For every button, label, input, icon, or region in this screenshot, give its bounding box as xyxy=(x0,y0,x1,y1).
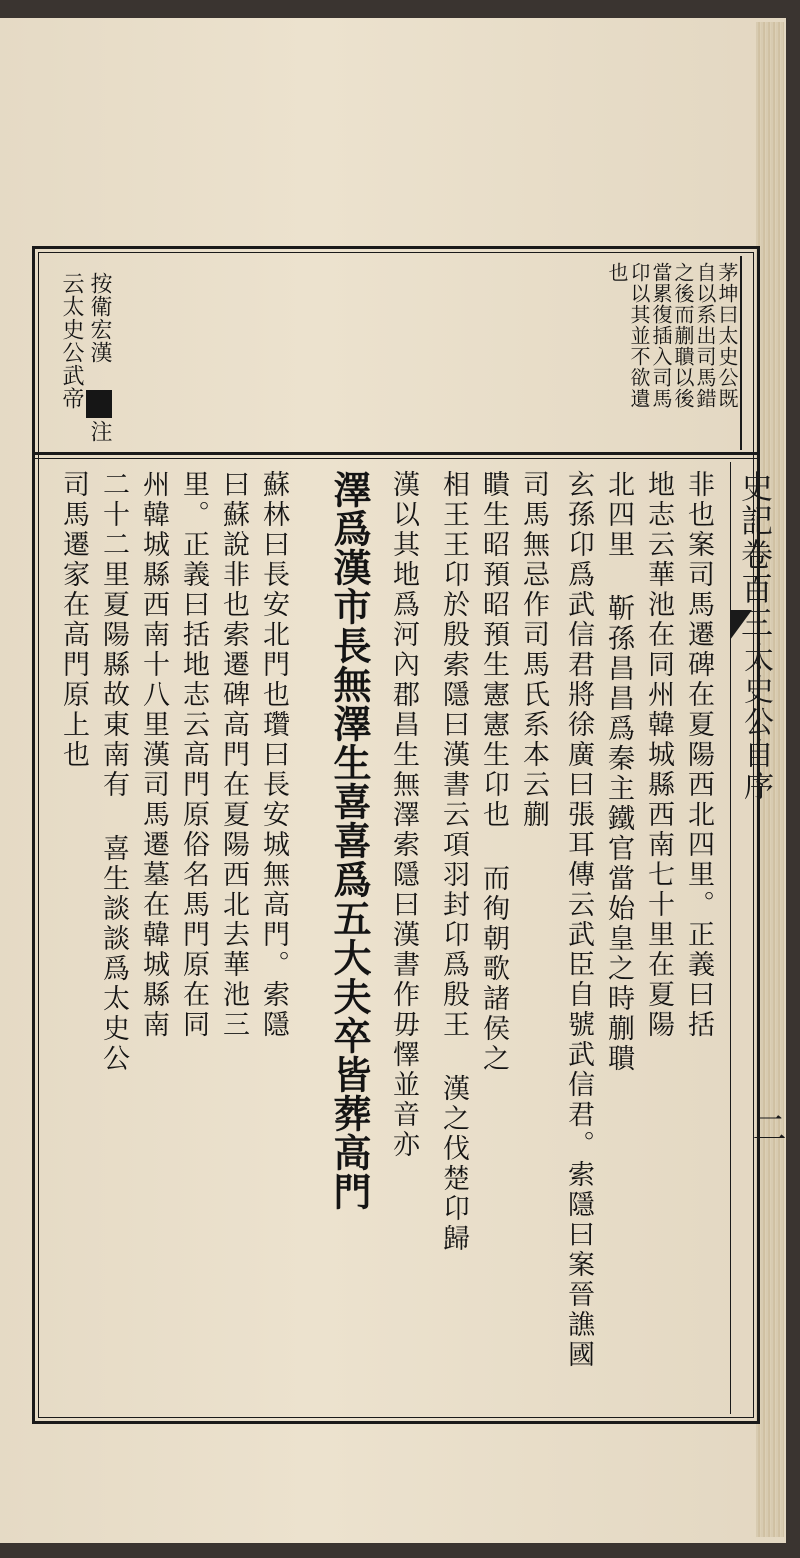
column-rule xyxy=(730,462,731,1414)
header-note-line: 也 xyxy=(605,262,629,283)
fold-section: 太史公自序 xyxy=(738,642,773,802)
text-column: 北四里 靳孫昌昌爲秦主鐵官當始皇之時蒯聵 xyxy=(603,470,634,1074)
fish-tail-mark xyxy=(730,610,752,640)
header-right-rule xyxy=(740,256,742,450)
text-column: 曰蘇說非也索遷碑高門在夏陽西北去華池三 xyxy=(218,470,249,1040)
text-column: 澤爲漢市長無澤生喜喜爲五大夫卒皆葬高門 xyxy=(327,470,372,1211)
header-note-left-tail: 注 xyxy=(87,420,112,443)
header-note-line: 之後而蒯聵以後 xyxy=(671,262,695,409)
text-column: 瞶生昭預昭預生憲憲生卬也 而徇朝歌諸侯之 xyxy=(478,470,509,1074)
header-note-line: 卬以其並不欲遺 xyxy=(627,262,651,409)
text-column: 司馬無忌作司馬氏系本云蒯 xyxy=(518,470,549,830)
text-column: 非也案司馬遷碑在夏陽西北四里。正義曰括 xyxy=(683,470,714,1040)
text-column: 玄孫卬爲武信君將徐廣曰張耳傳云武臣自號武信君。索隱曰案晉譙國 xyxy=(563,470,594,1370)
header-note-line: 自以系出司馬錯 xyxy=(693,262,717,409)
black-marker xyxy=(86,390,112,418)
header-note-left-line: 按衛宏漢 xyxy=(87,272,112,364)
text-column: 司馬遷家在高門原上也 xyxy=(58,470,89,770)
header-panel-rule-thin xyxy=(32,458,760,459)
fold-title: 史記卷百三 xyxy=(736,470,774,640)
text-column: 里。正義曰括地志云高門原俗名馬門原在同 xyxy=(178,470,209,1040)
header-panel-rule xyxy=(32,452,760,455)
text-column: 地志云華池在同州韓城縣西南七十里在夏陽 xyxy=(643,470,674,1040)
text-column: 相王王卬於殷索隱曰漢書云項羽封卬爲殷王 漢之伐楚卬歸 xyxy=(438,470,469,1254)
header-note-line: 當累復插入司馬 xyxy=(649,262,673,409)
header-note-left-line: 云太史公武帝 xyxy=(59,272,84,410)
text-column: 二十二里夏陽縣故東南有 喜生談談爲太史公 xyxy=(98,470,129,1074)
text-column: 州韓城縣西南十八里漢司馬遷墓在韓城縣南 xyxy=(138,470,169,1040)
header-note-line: 茅坤曰太史公既 xyxy=(715,262,739,409)
folio-number: 二 xyxy=(746,1110,786,1144)
text-column: 漢以其地爲河內郡昌生無澤索隱曰漢書作毋懌並音亦 xyxy=(388,470,419,1160)
text-column: 蘇林曰長安北門也瓚曰長安城無高門。索隱 xyxy=(258,470,289,1040)
